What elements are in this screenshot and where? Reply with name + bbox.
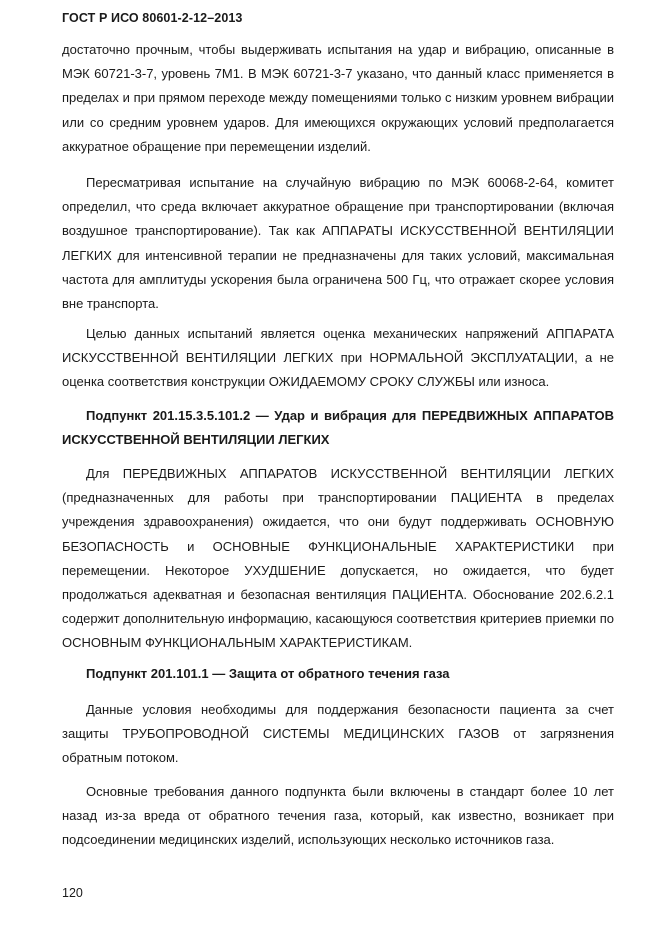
heading-text: Подпункт 201.15.3.5.101.2 — Удар и вибрация для ПЕРЕДВИЖНЫХ АППАРАТОВ ИСКУССТВЕННОЙ ВЕНТИЛЯЦИИ ЛЕГКИХ — [62, 408, 614, 448]
paragraph-2 — [62, 171, 614, 316]
paragraph-5 — [62, 698, 614, 771]
heading-text: Подпункт 201.101.1 — Защита от обратного течения газа — [86, 666, 450, 681]
paragraph-3 — [62, 322, 614, 395]
paragraph-text: Для ПЕРЕДВИЖНЫХ АППАРАТОВ ИСКУССТВЕННОЙ ВЕНТИЛЯЦИИ ЛЕГКИХ (предназначенных для работы при транспортировании ПАЦИЕНТА в пределах учреждения здравоохранения) ожидается, что они будут поддерживать ОСНОВНУЮ БЕЗОПАСНОСТЬ и ОСНОВНЫЕ ФУНКЦИОНАЛЬНЫЕ ХАРАКТЕРИСТИКИ при перемещении. Некоторое УХУДШЕНИЕ допускается, но ожидается, что будет продолжаться адекватная и безопасная вентиляция ПАЦИЕНТА. Обоснование 202.6.2.1 содержит дополнительную информацию, касающуюся соответствия критериев приемки по ОСНОВНЫМ ФУНКЦИОНАЛЬНЫМ ХАРАКТЕРИСТИКАМ. — [62, 466, 614, 651]
paragraph-text: Целью данных испытаний является оценка механических напряжений АППАРАТА ИСКУССТВЕННОЙ ВЕНТИЛЯЦИИ ЛЕГКИХ при НОРМАЛЬНОЙ ЭКСПЛУАТАЦИИ, а не оценка соответствия конструкции ОЖИДАЕМОМУ СРОКУ СЛУЖБЫ или износа. — [62, 326, 614, 390]
paragraph-text: Данные условия необходимы для поддержания безопасности пациента за счет защиты ТРУБОПРОВОДНОЙ СИСТЕМЫ МЕДИЦИНСКИХ ГАЗОВ от загрязнения обратным потоком. — [62, 702, 614, 766]
paragraph-text: достаточно прочным, чтобы выдерживать испытания на удар и вибрацию, описанные в МЭК 60721-3-7, уровень 7М1. В МЭК 60721-3-7 указано, что данный класс применяется в пределах и при прямом переходе между помещениями только с низким уровнем вибрации или со средним уровнем ударов. Для имеющихся окружающих условий предполагается аккуратное обращение при перемещении изделий. — [62, 42, 614, 154]
paragraph-text: Основные требования данного подпункта были включены в стандарт более 10 лет назад из-за вреда от обратного течения газа, который, как известно, возникает при подсоединении медицинских изделий, использующих несколько источников газа. — [62, 784, 614, 848]
page-number: 120 — [62, 886, 83, 900]
paragraph-1 — [62, 38, 614, 159]
document-header: ГОСТ Р ИСО 80601-2-12–2013 — [62, 11, 243, 25]
paragraph-6 — [62, 780, 614, 853]
paragraph-4 — [62, 462, 614, 656]
section-heading-1 — [62, 404, 614, 452]
section-heading-2 — [62, 662, 614, 686]
paragraph-text: Пересматривая испытание на случайную вибрацию по МЭК 60068-2-64, комитет определил, что среда включает аккуратное обращение при транспортировании (включая воздушное транспортирование). Так как АППАРАТЫ ИСКУССТВЕННОЙ ВЕНТИЛЯЦИИ ЛЕГКИХ для интенсивной терапии не предназначены для таких условий, максимальная частота для амплитуды ускорения была ограничена 500 Гц, что отражает скорее условия вне транспорта. — [62, 175, 614, 312]
